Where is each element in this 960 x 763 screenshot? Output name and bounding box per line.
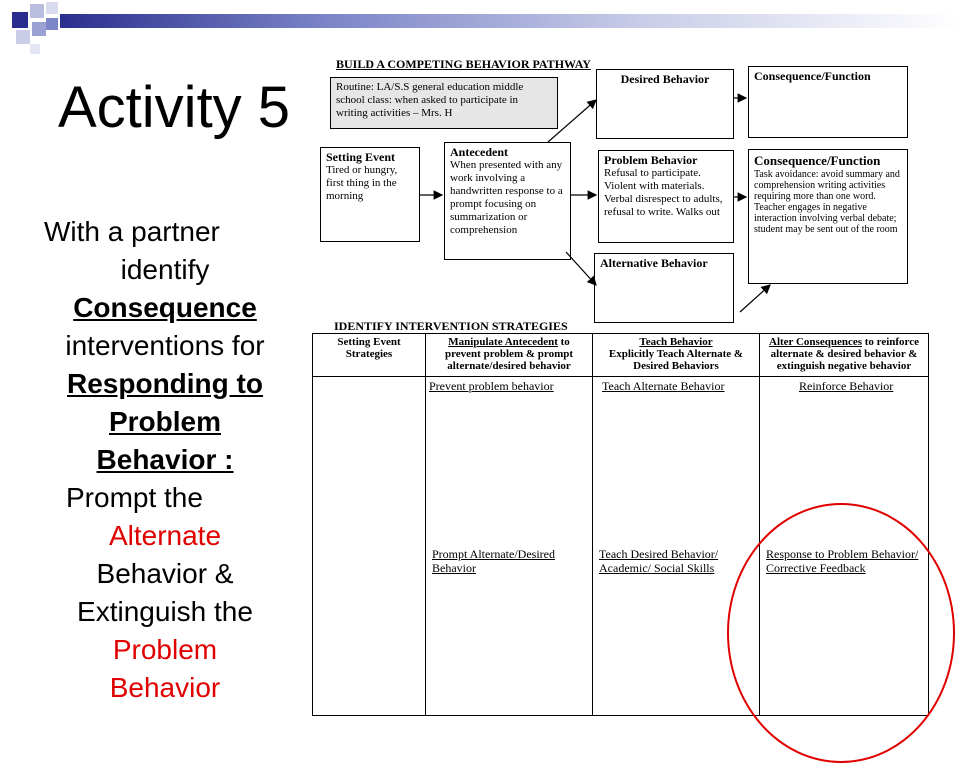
consequence-title: Consequence/Function (754, 153, 881, 168)
column-header-antecedent (426, 334, 593, 377)
column-header-sub: to prevent problem & prompt alternate/desired behavior (444, 336, 574, 372)
column-header-setting (313, 334, 426, 377)
instruction-line: With a partner (44, 216, 220, 247)
highlight-circle (727, 503, 955, 763)
instruction-line: interventions for (65, 330, 265, 361)
alternative-behavior-title: Alternative Behavior (600, 256, 708, 270)
column-header-title: Alter Consequences (769, 336, 862, 348)
slide-title: Activity 5 (58, 75, 291, 140)
problem-behavior-text: Refusal to participate. Violent with materials. Verbal disrespect to adults, refusal to write. Walks out (604, 167, 723, 218)
cell-text: Teach Desired Behavior/ Academic/ Social Skills (599, 547, 719, 575)
table-row (313, 334, 929, 377)
consequence-top-title: Consequence/Function (754, 69, 871, 83)
instruction-keyword: Behavior : (96, 444, 234, 475)
antecedent-text: When presented with any work involving a handwritten response to a prompt focusing on summarization or comprehension (450, 159, 563, 236)
instruction-keyword: Responding to (67, 368, 263, 399)
column-header-title: Teach Behavior (639, 336, 713, 348)
column-header-sub: to reinforce alternate & desired behavior & extinguish negative behavior (770, 336, 919, 372)
column-header-consequences (760, 334, 929, 377)
cell-text: Teach Alternate Behavior (602, 379, 725, 393)
instruction-highlight: Problem (112, 634, 218, 665)
desired-behavior-title: Desired Behavior (620, 72, 710, 86)
instruction-highlight: Behavior (109, 672, 221, 703)
consequence-text: Task avoidance: avoid summary and comprehension writing activities requiring more than one word. Teacher engages in negative interaction involving verbal debate; student may be sent out of the room (754, 169, 900, 235)
setting-event-text: Tired or hungry, first thing in the morning (326, 164, 398, 202)
instruction-line: Extinguish the (77, 596, 253, 627)
problem-behavior-title: Problem Behavior (604, 153, 698, 167)
cell-text: Prevent problem behavior (429, 379, 554, 393)
cell-setting (313, 377, 426, 716)
cell-text: Response to Problem Behavior/ Corrective Feedback (766, 547, 919, 575)
setting-event-title: Setting Event (326, 150, 395, 164)
arrow-alternative-consequence (740, 285, 770, 312)
instruction-keyword: Consequence (73, 292, 257, 323)
arrow-antecedent-alternative (566, 252, 596, 285)
antecedent-title: Antecedent (450, 145, 508, 159)
column-header-sub: Explicitly Teach Alternate & Desired Behaviors (608, 348, 744, 372)
instruction-line: Behavior & (96, 558, 234, 589)
column-header-title: Setting Event Strategies (337, 336, 401, 360)
instruction-line: identify (120, 254, 210, 285)
instruction-highlight: Alternate (108, 520, 222, 551)
arrow-antecedent-desired (548, 100, 596, 142)
column-header-teach (593, 334, 760, 377)
routine-text: Routine: LA/S.S general education middle school class: when asked to participate in writing activities – Mrs. H (336, 81, 524, 119)
cell-text: Reinforce Behavior (799, 379, 894, 393)
cell-text: Prompt Alternate/Desired Behavior (432, 547, 555, 575)
cell-antecedent (426, 377, 593, 716)
pathway-heading: BUILD A COMPETING BEHAVIOR PATHWAY (336, 57, 591, 71)
strategies-heading: IDENTIFY INTERVENTION STRATEGIES (334, 319, 568, 333)
instruction-line: Prompt the (66, 482, 203, 513)
instruction-keyword: Problem (108, 406, 222, 437)
column-header-title: Manipulate Antecedent (448, 336, 558, 348)
